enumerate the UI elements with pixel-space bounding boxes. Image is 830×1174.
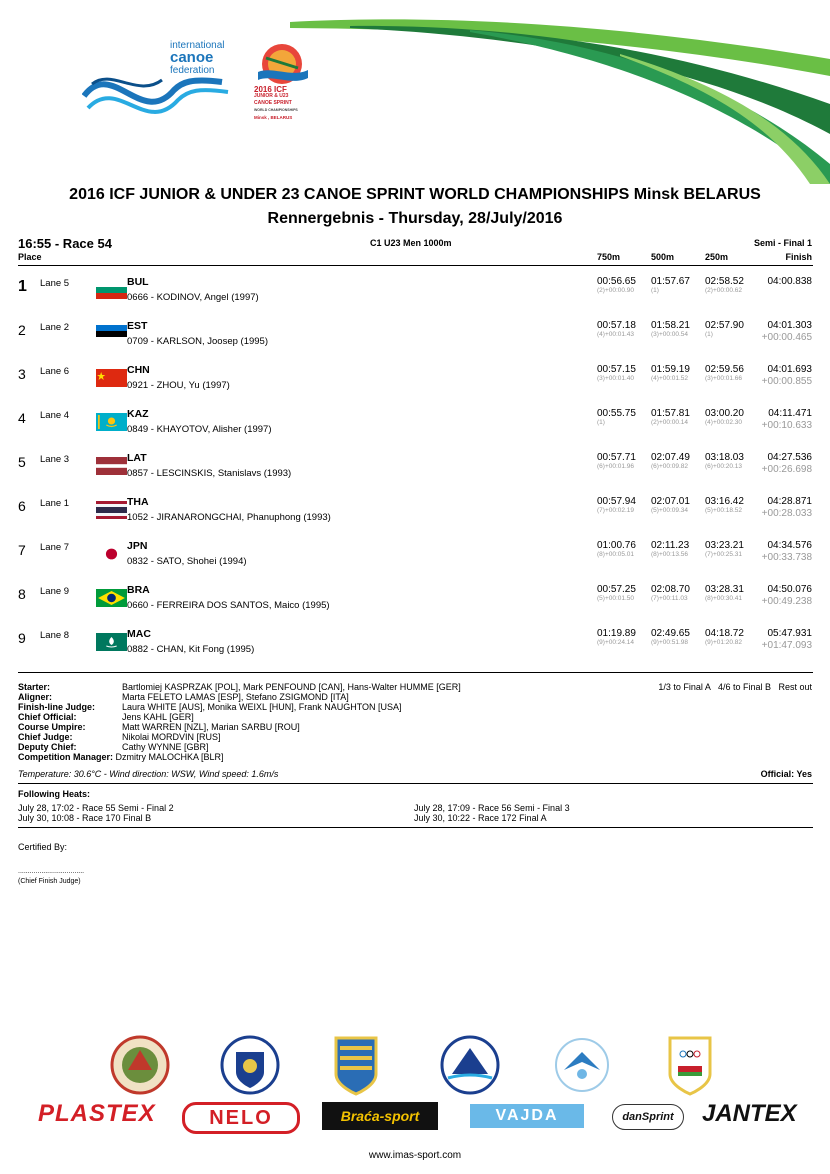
- lane: Lane 8: [40, 630, 70, 641]
- place: 9: [18, 630, 26, 646]
- official-names: Jens KAHL [GER]: [122, 712, 194, 722]
- certified-label: Certified By:: [18, 842, 68, 852]
- official-names: Nikolai MORDVIN [RUS]: [122, 732, 221, 742]
- sponsor-logo: Braća-sport: [322, 1102, 438, 1130]
- document-title: 2016 ICF JUNIOR & UNDER 23 CANOE SPRINT WORLD CHAMPIONSHIPS Minsk BELARUS: [69, 186, 761, 203]
- bulgaria-flag-icon: [96, 281, 127, 299]
- country-code: MAC: [127, 628, 151, 640]
- result-row: [0, 452, 830, 496]
- split-750m-rank: (6)+00:01.96: [597, 463, 635, 470]
- place: 2: [18, 322, 26, 338]
- split-250m: 03:28.31: [705, 584, 744, 595]
- latvia-flag-icon: [96, 457, 127, 475]
- athlete-name: 0709 - KARLSON, Joosep (1995): [127, 336, 268, 347]
- finish-time: 04:00.838: [767, 276, 812, 287]
- lane: Lane 6: [40, 366, 70, 377]
- split-750m-rank: (8)+00:05.01: [597, 551, 635, 558]
- split-750m-rank: (2)+00:00.90: [597, 287, 635, 294]
- logo-word: canoe: [170, 49, 214, 66]
- finish-diff: +00:33.738: [761, 552, 812, 563]
- official-names: Marta FELETO LAMAS [ESP], Stefano ZSIGMOND [ITA]: [122, 692, 349, 702]
- split-500m-rank: (6)+00:09.82: [651, 463, 689, 470]
- column-header-250m: 250m: [705, 252, 729, 262]
- split-250m: 03:23.21: [705, 540, 744, 551]
- split-250m: 02:58.52: [705, 276, 744, 287]
- split-250m: 02:57.90: [705, 320, 744, 331]
- lane: Lane 9: [40, 586, 70, 597]
- split-750m: 00:55.75: [597, 408, 636, 419]
- finish-diff: +00:10.633: [761, 420, 812, 431]
- split-500m-rank: (2)+00:00.14: [651, 419, 689, 426]
- place: 7: [18, 542, 26, 558]
- officials-list: [18, 682, 538, 762]
- finish-time: 04:01.693: [767, 364, 812, 375]
- lane: Lane 1: [40, 498, 70, 509]
- official-names: Dzmitry MALOCHKA [BLR]: [115, 752, 224, 762]
- footer-url[interactable]: www.imas-sport.com: [368, 1150, 462, 1161]
- following-heat: July 30, 10:22 - Race 172 Final A: [414, 813, 547, 823]
- split-500m: 01:58.21: [651, 320, 690, 331]
- emblem-icon: [336, 1038, 376, 1094]
- finish-time: 04:01.303: [767, 320, 812, 331]
- split-500m-rank: (4)+00:01.52: [651, 375, 689, 382]
- federation-emblems: [108, 1034, 720, 1096]
- official-role: Course Umpire:: [18, 722, 86, 732]
- athlete-name: 0921 - ZHOU, Yu (1997): [127, 380, 230, 391]
- official-role: Chief Judge:: [18, 732, 73, 742]
- place: 5: [18, 454, 26, 470]
- finish-diff: +00:00.855: [761, 376, 812, 387]
- split-250m-rank: (1): [705, 331, 713, 338]
- sponsor-logo: NELO: [182, 1102, 300, 1134]
- split-500m-rank: (9)+00:51.98: [651, 639, 689, 646]
- column-header-place: Place: [18, 252, 42, 262]
- athlete-name: 1052 - JIRANARONGCHAI, Phanuphong (1993): [127, 512, 331, 523]
- split-750m-rank: (3)+00:01.40: [597, 375, 635, 382]
- athlete-name: 0857 - LESCINSKIS, Stanislavs (1993): [127, 468, 292, 479]
- emblem-icon: [112, 1037, 168, 1093]
- official-role: Chief Official:: [18, 712, 77, 722]
- event-name: C1 U23 Men 1000m: [370, 238, 452, 248]
- event-logo-text: JUNIOR & U23: [254, 93, 289, 99]
- split-250m-rank: (7)+00:25.31: [705, 551, 743, 558]
- event-logo-text: Minsk , BELARUS: [254, 115, 293, 120]
- estonia-flag-icon: [96, 325, 127, 343]
- split-250m-rank: (3)+00:01.66: [705, 375, 743, 382]
- event-logo: [250, 42, 316, 126]
- logo-word: federation: [170, 65, 215, 76]
- column-header-500m: 500m: [651, 252, 675, 262]
- split-500m: 01:59.19: [651, 364, 690, 375]
- split-750m: 00:56.65: [597, 276, 636, 287]
- split-250m-rank: (6)+00:20.13: [705, 463, 743, 470]
- finish-time: 04:50.076: [767, 584, 812, 595]
- lane: Lane 2: [40, 322, 70, 333]
- icf-logo: [82, 38, 232, 126]
- emblem-icon: [222, 1037, 278, 1093]
- heats-divider: [18, 827, 813, 828]
- official-status: Official: Yes: [760, 769, 812, 779]
- finish-diff: +01:47.093: [761, 640, 812, 651]
- split-250m: 04:18.72: [705, 628, 744, 639]
- finish-diff: +00:00.465: [761, 332, 812, 343]
- country-code: LAT: [127, 452, 147, 464]
- finish-time: 04:34.576: [767, 540, 812, 551]
- column-header-750m: 750m: [597, 252, 621, 262]
- result-row: [0, 364, 830, 408]
- lane: Lane 5: [40, 278, 70, 289]
- split-500m-rank: (5)+00:09.34: [651, 507, 689, 514]
- kazakhstan-flag-icon: [96, 413, 127, 431]
- emblem-icon: [442, 1037, 498, 1093]
- finish-time: 04:11.471: [768, 408, 812, 419]
- country-code: THA: [127, 496, 149, 508]
- following-heat: July 28, 17:02 - Race 55 Semi - Final 2: [18, 803, 174, 813]
- athlete-name: 0666 - KODINOV, Angel (1997): [127, 292, 259, 303]
- split-500m: 02:11.23: [651, 540, 690, 551]
- sponsor-logo: VAJDA: [470, 1104, 584, 1128]
- brazil-flag-icon: [96, 589, 127, 607]
- place: 4: [18, 410, 26, 426]
- place: 3: [18, 366, 26, 382]
- race-time: 16:55 - Race 54: [18, 236, 112, 251]
- header-divider: [18, 265, 813, 266]
- finish-time: 05:47.931: [767, 628, 812, 639]
- progression-rules: 1/3 to Final A 4/6 to Final B Rest out: [658, 682, 812, 692]
- official-role: Aligner:: [18, 692, 53, 702]
- athlete-name: 0660 - FERREIRA DOS SANTOS, Maico (1995): [127, 600, 330, 611]
- results-divider: [18, 672, 813, 673]
- split-750m-rank: (1): [597, 419, 605, 426]
- place: 1: [18, 278, 27, 295]
- column-header-finish: Finish: [785, 252, 812, 262]
- athlete-name: 0832 - SATO, Shohei (1994): [127, 556, 247, 567]
- split-250m-rank: (5)+00:18.52: [705, 507, 743, 514]
- event-logo-text: WORLD CHAMPIONSHIPS: [254, 108, 298, 112]
- result-row: [0, 408, 830, 452]
- split-750m: 01:19.89: [597, 628, 636, 639]
- following-heats-title: Following Heats:: [18, 789, 90, 799]
- split-500m-rank: (3)+00:00.54: [651, 331, 689, 338]
- official-role: Competition Manager:: [18, 752, 114, 762]
- split-750m: 00:57.18: [597, 320, 636, 331]
- split-250m-rank: (4)+00:02.30: [705, 419, 743, 426]
- country-code: BRA: [127, 584, 150, 596]
- finish-diff: +00:28.033: [761, 508, 812, 519]
- split-750m-rank: (5)+00:01.50: [597, 595, 635, 602]
- official-role: Starter:: [18, 682, 51, 692]
- split-500m: 02:07.49: [651, 452, 690, 463]
- split-500m: 02:08.70: [651, 584, 690, 595]
- result-row: [0, 320, 830, 364]
- split-250m: 02:59.56: [705, 364, 744, 375]
- split-750m: 00:57.94: [597, 496, 636, 507]
- emblem-icon: [556, 1039, 608, 1091]
- split-500m: 02:49.65: [651, 628, 690, 639]
- logo-word: international: [170, 40, 225, 51]
- lane: Lane 7: [40, 542, 70, 553]
- split-500m: 01:57.81: [651, 408, 690, 419]
- finish-diff: +00:49.238: [761, 596, 812, 607]
- place: 6: [18, 498, 26, 514]
- split-500m-rank: (1): [651, 287, 659, 294]
- athlete-name: 0849 - KHAYOTOV, Alisher (1997): [127, 424, 272, 435]
- result-row: [0, 540, 830, 584]
- split-500m-rank: (8)+00:13.56: [651, 551, 689, 558]
- header-swoosh: [290, 14, 830, 184]
- country-code: CHN: [127, 364, 150, 376]
- finish-time: 04:28.871: [767, 496, 812, 507]
- split-750m: 00:57.25: [597, 584, 636, 595]
- country-code: JPN: [127, 540, 148, 552]
- japan-flag-icon: [96, 545, 127, 563]
- lane: Lane 4: [40, 410, 70, 421]
- finish-time: 04:27.536: [767, 452, 812, 463]
- country-code: KAZ: [127, 408, 149, 420]
- result-row: [0, 496, 830, 540]
- official-names: Bartlomiej KASPRZAK [POL], Mark PENFOUND [CAN], Hans-Walter HUMME [GER]: [122, 682, 461, 692]
- weather-conditions: Temperature: 30.6°C - Wind direction: WSW, Wind speed: 1.6m/s: [18, 769, 279, 779]
- official-role: Deputy Chief:: [18, 742, 77, 752]
- country-code: EST: [127, 320, 148, 332]
- official-names: Laura WHITE [AUS], Monika WEIXL [HUN], Frank NAUGHTON [USA]: [122, 702, 402, 712]
- split-500m-rank: (7)+00:11.03: [651, 595, 688, 602]
- sponsor-logo: PLASTEX: [38, 1100, 156, 1127]
- canoeist-icon: [252, 42, 312, 86]
- following-heat: July 30, 10:08 - Race 170 Final B: [18, 813, 152, 823]
- official-names: Cathy WYNNE [GBR]: [122, 742, 209, 752]
- conditions-divider: [18, 783, 813, 784]
- split-750m-rank: (7)+00:02.19: [597, 507, 635, 514]
- split-750m: 00:57.71: [597, 452, 636, 463]
- event-logo-text: CANOE SPRINT: [254, 100, 292, 106]
- place: 8: [18, 586, 26, 602]
- split-250m: 03:18.03: [705, 452, 744, 463]
- signature-role: (Chief Finish Judge): [18, 878, 81, 885]
- lane: Lane 3: [40, 454, 70, 465]
- athlete-name: 0882 - CHAN, Kit Fong (1995): [127, 644, 255, 655]
- split-250m-rank: (9)+01:20.82: [705, 639, 743, 646]
- emblem-icon: [670, 1038, 710, 1094]
- split-500m: 01:57.67: [651, 276, 690, 287]
- split-750m: 01:00.76: [597, 540, 636, 551]
- signature-line: ..................................: [18, 868, 85, 875]
- china-flag-icon: [96, 369, 127, 387]
- thailand-flag-icon: [96, 501, 127, 519]
- country-code: BUL: [127, 276, 149, 288]
- official-names: Matt WARREN [NZL], Marian SARBU [ROU]: [122, 722, 300, 732]
- split-750m: 00:57.15: [597, 364, 636, 375]
- result-row: [0, 276, 830, 320]
- finish-diff: +00:26.698: [761, 464, 812, 475]
- split-500m: 02:07.01: [651, 496, 690, 507]
- official-role: Finish-line Judge:: [18, 702, 96, 712]
- document-subtitle: Rennergebnis - Thursday, 28/July/2016: [267, 210, 563, 227]
- split-750m-rank: (9)+00:24.14: [597, 639, 635, 646]
- split-250m-rank: (2)+00:00.62: [705, 287, 743, 294]
- macau-flag-icon: [96, 633, 127, 651]
- result-row: [0, 584, 830, 628]
- sponsor-logo: danSprint: [612, 1104, 684, 1130]
- split-250m: 03:00.20: [705, 408, 744, 419]
- sponsor-logo: JANTEX: [702, 1100, 797, 1127]
- split-750m-rank: (4)+00:01.43: [597, 331, 635, 338]
- event-logo-text: 2016 ICF: [254, 85, 287, 94]
- following-heat: July 28, 17:09 - Race 56 Semi - Final 3: [414, 803, 570, 813]
- split-250m-rank: (8)+00:30.41: [705, 595, 743, 602]
- split-250m: 03:16.42: [705, 496, 744, 507]
- result-row: [0, 628, 830, 672]
- race-phase: Semi - Final 1: [753, 238, 812, 248]
